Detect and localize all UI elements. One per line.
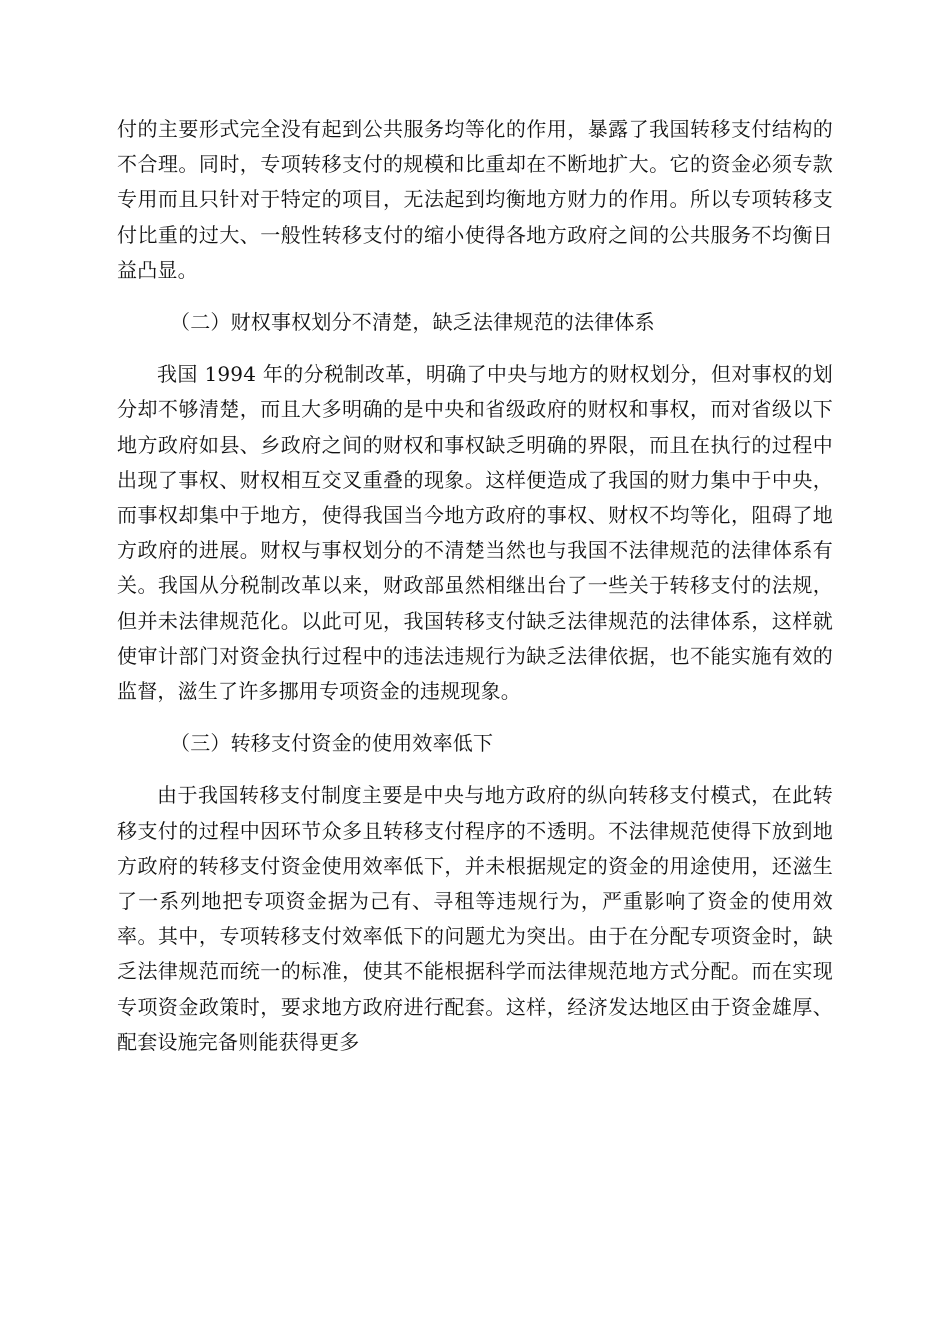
paragraph-section-2: 我国 1994 年的分税制改革，明确了中央与地方的财权划分，但对事权的划分却不够清楚，而且大多明确的是中央和省级政府的财权和事权，而对省级以下地方政府如县、乡政府之间的财权和事权缺乏明确的界限，而且在执行的过程中出现了事权、财权相互交叉重叠的现象。这样便造成了我国的财力集中于中央，而事权却集中于地方，使得我国当今地方政府的事权、财权不均等化，阻碍了地方政府的进展。财权与事权划分的不清楚当然也与我国不法律规范的法律体系有关。我国从分税制改革以来，财政部虽然相继出台了一些关于转移支付的法规，但并未法律规范化。以此可见，我国转移支付缺乏法律规范的法律体系，这样就使审计部门对资金执行过程中的违法违规行为缺乏法律依据，也不能实施有效的监督，滋生了许多挪用专项资金的违规现象。 [117,362,833,704]
section-heading-2: （二）财权事权划分不清楚，缺乏法律规范的法律体系 [170,310,655,335]
paragraph-continuation: 付的主要形式完全没有起到公共服务均等化的作用，暴露了我国转移支付结构的不合理。同时，专项转移支付的规模和比重却在不断地扩大。它的资金必须专款专用而且只针对于特定的项目，无法起到均衡地方财力的作用。所以专项转移支付比重的过大、一般性转移支付的缩小使得各地方政府之间的公共服务不均衡日益凸显。 [117,117,833,282]
paragraph-section-3: 由于我国转移支付制度主要是中央与地方政府的纵向转移支付模式，在此转移支付的过程中因环节众多且转移支付程序的不透明。不法律规范使得下放到地方政府的转移支付资金使用效率低下，并未根据规定的资金的用途使用，还滋生了一系列地把专项资金据为己有、寻租等违规行为，严重影响了资金的使用效率。其中，专项转移支付效率低下的问题尤为突出。由于在分配专项资金时，缺乏法律规范而统一的标准，使其不能根据科学而法律规范地方式分配。而在实现专项资金政策时，要求地方政府进行配套。这样，经济发达地区由于资金雄厚、配套设施完备则能获得更多 [117,783,833,1054]
document-body [117,112,833,1060]
section-heading-3: （三）转移支付资金的使用效率低下 [170,731,494,756]
